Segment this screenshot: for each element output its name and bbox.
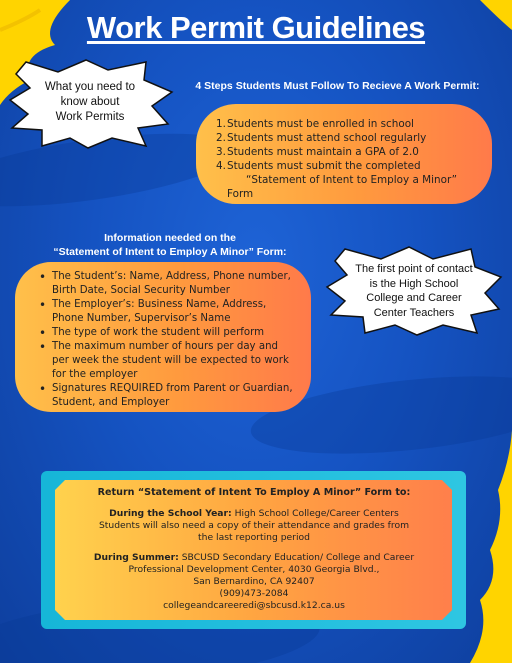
info-heading-line: Information needed on the [104,232,236,244]
list-item: • The maximum number of hours per day and per week the student will be expected to work for the employer [36,340,298,382]
burst-left-line: know about [60,96,120,108]
summer-text: SBCUSD Secondary Education/ College and Career [178,552,415,563]
step-number: 4. [216,160,226,172]
summer-address: Professional Development Center, 4030 Georgia Blvd., [128,564,380,575]
email-address[interactable]: collegeandcareeredi@sbcusd.k12.ca.us [163,600,345,611]
list-item [216,131,476,145]
step-text-continued: “Statement of Intent to Employ a Minor” Form [227,174,458,200]
summer-section [60,552,448,612]
step-text: Students must be enrolled in school [227,118,414,130]
info-heading-line: “Statement of Intent to Employ A Minor” Form: [53,246,287,258]
burst-right-line: is the High School [369,277,459,290]
step-number: 3. [216,146,226,158]
school-year-section [60,508,448,544]
summer-label: During Summer: [93,552,179,563]
return-box-title: Return “Statement of Intent To Employ A Minor” Form to: [97,487,411,498]
step-number: 2. [216,132,226,144]
burst-right-line: Center Teachers [373,306,455,319]
list-item [216,117,476,131]
burst-right-line: The first point of contact [355,263,473,275]
burst-left-line: What you need to [44,81,136,93]
burst-right-line: College and Career [366,292,462,304]
step-number: 1. [216,118,226,130]
phone-number: (909)473-2084 [219,588,289,599]
step-text: Students must attend school regularly [227,132,427,144]
list-item: • Signatures REQUIRED from Parent or Guardian, Student, and Employer [36,382,298,410]
return-box-text [60,487,448,612]
list-item [216,145,476,159]
list-item: • The Student’s: Name, Address, Phone number, Birth Date, Social Security Number [36,270,298,298]
steps-heading: 4 Steps Students Must Follow To Recieve A Work Permit: [195,80,480,92]
list-item: • The Employer’s: Business Name, Address, Phone Number, Supervisor’s Name [36,298,298,326]
list-item [216,159,476,201]
yellow-paint-bottom-right [460,430,512,663]
burst-left-line: Work Permits [55,111,125,123]
burst-left-text [30,80,150,125]
page-title: Work Permit Guidelines [86,10,426,45]
burst-right-text [340,262,488,320]
school-year-note: the last reporting period [198,532,310,543]
info-list [36,270,298,410]
info-heading [30,231,310,259]
school-year-label: During the School Year: [109,508,232,519]
school-year-note: Students will also need a copy of their attendance and grades from [98,520,410,531]
step-text: Students must submit the completed [227,160,421,172]
summer-address: San Bernardino, CA 92407 [193,576,315,587]
steps-list [216,117,476,201]
school-year-text: High School College/Career Centers [231,508,399,519]
list-item: • The type of work the student will perform [36,326,298,340]
step-text: Students must maintain a GPA of 2.0 [227,146,419,158]
